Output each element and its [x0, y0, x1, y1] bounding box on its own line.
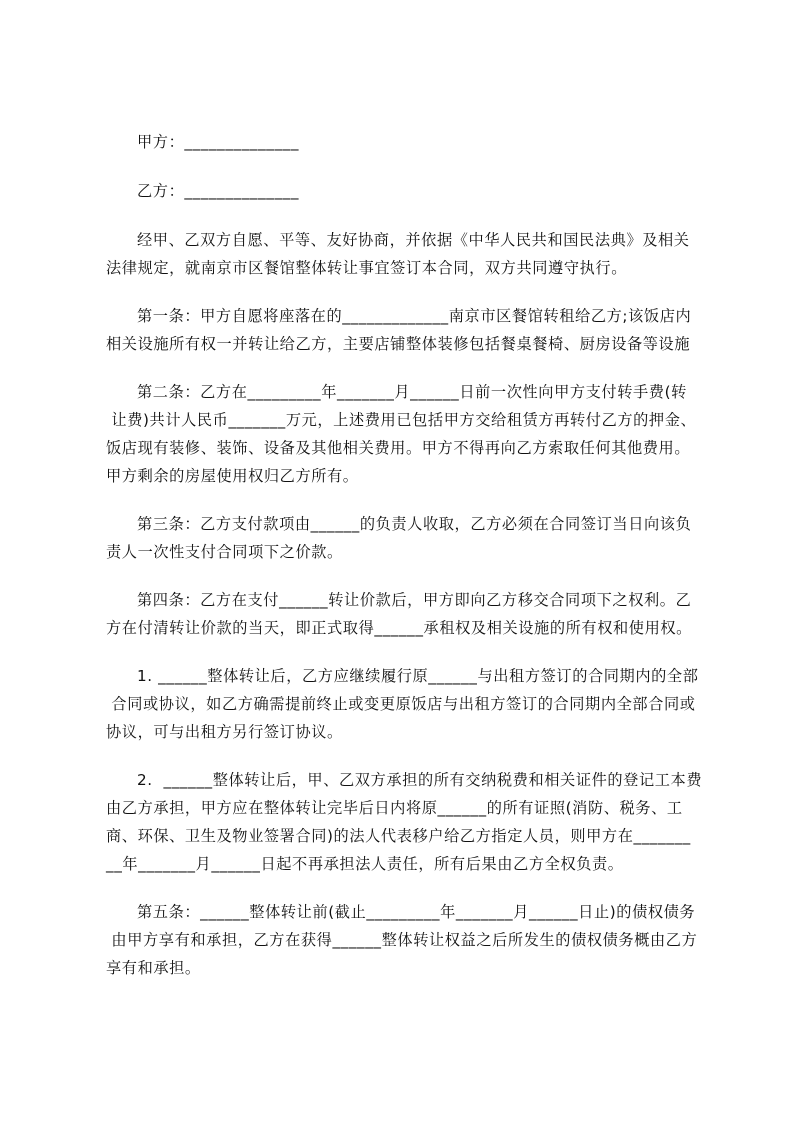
- article-4: [106, 586, 694, 642]
- paragraph-line: 方在付清转让价款的当天，即正式取得______承租权及相关设施的所有权和使用权。: [106, 619, 692, 637]
- party-b-line: 乙方：______________: [137, 182, 300, 200]
- paragraph-line: 相关设施所有权一并转让给乙方，主要店铺整体装修包括餐桌餐椅、厨房设备等设施: [106, 335, 691, 353]
- paragraph-line: 责人一次性支付合同项下之价款。: [106, 543, 343, 561]
- paragraph-line: 由甲方享有和承担，乙方在获得______整体转让权益之后所发生的债权债务概由乙方: [106, 931, 698, 949]
- paragraph-line: 第二条：乙方在_________年_______月______日前一次性向甲方支付转手费(转: [137, 383, 687, 401]
- contract-body: [106, 128, 703, 982]
- article-5: [106, 898, 698, 982]
- paragraph-line: 由乙方承担，甲方应在整体转让完毕后日内将原______的所有证照(消防、税务、工: [106, 799, 683, 817]
- article-3: [106, 510, 694, 566]
- paragraph-line: 经甲、乙双方自愿、平等、友好协商，并依据《中华人民共和国民法典》及相关: [137, 231, 690, 249]
- paragraph-line: 第四条：乙方在支付______转让价款后，甲方即向乙方移交合同项下之权利。乙: [137, 591, 692, 609]
- paragraph-line: 让费)共计人民币_______万元，上述费用已包括甲方交给租赁方再转付乙方的押金、: [106, 411, 697, 429]
- article-1: [106, 302, 694, 358]
- paragraph-line: 第五条：______整体转让前(截止_________年_______月______日止)的债权债务: [137, 903, 696, 921]
- paragraph-line: 合同或协议，如乙方确需提前终止或变更原饭店与出租方签订的合同期内全部合同或: [106, 695, 696, 713]
- paragraph-line: 第一条：甲方自愿将座落在的_____________南京市区餐馆转租给乙方;该饭店内: [137, 307, 692, 325]
- intro-paragraph: [106, 226, 694, 282]
- paragraph-line: 饭店现有装修、装饰、设备及其他相关费用。甲方不得再向乙方索取任何其他费用。: [106, 439, 691, 457]
- paragraph-line: 甲方剩余的房屋使用权归乙方所有。: [106, 467, 359, 485]
- party-a-line: 甲方：______________: [137, 133, 300, 151]
- paragraph-line: 第三条：乙方支付款项由______的负责人收取，乙方必须在合同签订当日向该负: [137, 515, 692, 533]
- paragraph-line: 1. ______整体转让后，乙方应继续履行原______与出租方签订的合同期内的全部: [137, 667, 699, 685]
- paragraph-line: 2. ______整体转让后，甲、乙双方承担的所有交纳税费和相关证件的登记工本费: [137, 771, 703, 789]
- paragraph-line: 法律规定，就南京市区餐馆整体转让事宜签订本合同，双方共同遵守执行。: [106, 259, 627, 277]
- article-2: [106, 378, 697, 490]
- article-4-item-2: [106, 766, 703, 878]
- paragraph-line: __年_______月______日起不再承担法人责任，所有后果由乙方全权负责。: [106, 855, 624, 873]
- paragraph-line: 协议，可与出租方另行签订协议。: [106, 723, 343, 741]
- article-4-item-1: [106, 662, 699, 746]
- paragraph-line: 享有和承担。: [106, 959, 201, 977]
- paragraph-line: 商、环保、卫生及物业签署合同)的法人代表移户给乙方指定人员，则甲方在_______: [106, 827, 691, 845]
